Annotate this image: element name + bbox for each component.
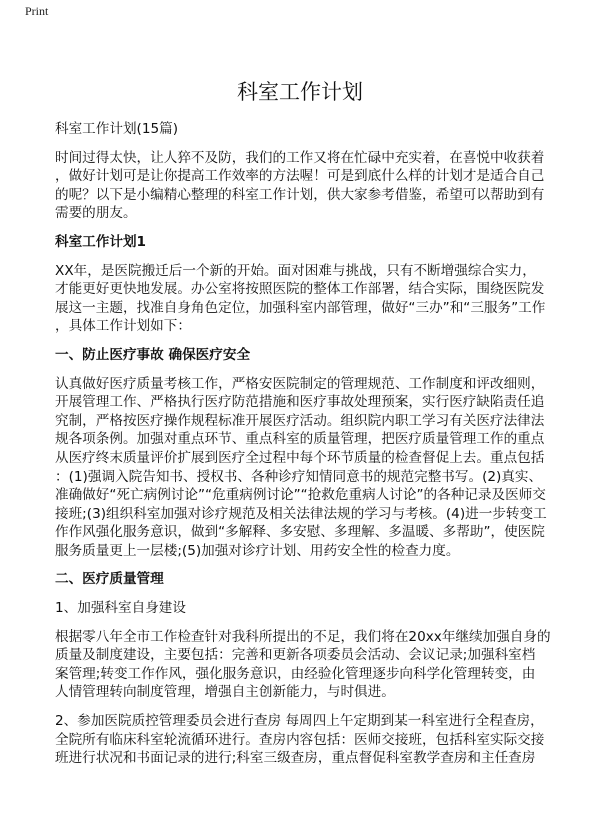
text-line: 认真做好医疗质量考核工作，严格安医院制定的管理规范、工作制度和评改细则， xyxy=(55,375,545,392)
text-line: 质量及制度建设，主要包括：完善和更新各项委员会活动、会议记录;加强科室档 xyxy=(55,647,536,664)
text-line: 人情管理转向制度管理，增强自主创新能力，与时俱进。 xyxy=(55,684,395,701)
text-line: 需要的朋友。 xyxy=(55,205,137,222)
subtitle: 科室工作计划(15篇) xyxy=(55,121,179,137)
text-line: 的呢？以下是小编精心整理的科室工作计划，供大家参考借鉴，希望可以帮助到有 xyxy=(55,186,545,203)
text-line: 才能更好更快地发展。办公室将按照医院的整体工作部署，结合实际，围绕医院发 xyxy=(55,281,545,298)
text-line: 服务质量更上一层楼;(5)加强对诊疗计划、用药安全性的检查力度。 xyxy=(55,542,460,559)
text-line: 案管理;转变工作作风，强化服务意识，由经验化管理逐步向科学化管理转变，由 xyxy=(55,665,536,682)
page-title: 科室工作计划 xyxy=(237,80,363,104)
paragraph-3 xyxy=(55,628,555,702)
section-title: 科室工作计划1 xyxy=(55,233,147,250)
print-link[interactable]: Print xyxy=(25,4,49,18)
text-line: ，具体工作计划如下： xyxy=(55,318,191,335)
text-line: ：(1)强调入院告知书、授权书、各种诊疗知情同意书的规范完整书写。(2)真实、 xyxy=(55,468,543,485)
paragraph-2 xyxy=(55,375,555,561)
subheading-1: 1、加强科室自身建设 xyxy=(55,600,186,617)
text-line: 规各项条例。加强对重点环节、重点科室的质量管理，把医疗质量管理工作的重点 xyxy=(55,431,545,448)
text-line: 根据零八年全市工作检查针对我科所提出的不足，我们将在20xx年继续加强自身的 xyxy=(55,628,551,645)
text-line: 究制，严格按医疗操作规程标准开展医疗活动。组织院内职工学习有关医疗法律法 xyxy=(55,412,545,429)
paragraph-1 xyxy=(55,262,555,336)
heading-2: 二、医疗质量管理 xyxy=(55,571,164,588)
intro-paragraph xyxy=(55,149,555,223)
text-line: 展这一主题，找准自身角色定位，加强科室内部管理，做好“三办”和“三服务”工作 xyxy=(55,299,546,316)
text-line: 开展管理工作、严格执行医疗防范措施和医疗事故处理预案，实行医疗缺陷责任追 xyxy=(55,394,545,411)
text-line: 时间过得太快，让人猝不及防，我们的工作又将在忙碌中充实着，在喜悦中收获着 xyxy=(55,149,545,166)
text-line: 2、参加医院质控管理委员会进行查房 每周四上午定期到某一科室进行全程查房， xyxy=(55,713,544,730)
text-line: 从医疗终末质量评价扩展到医疗全过程中每个环节质量的检查督促上去。重点包括 xyxy=(55,449,545,466)
heading-1: 一、防止医疗事故 确保医疗安全 xyxy=(55,346,251,363)
text-line: XX年，是医院搬迁后一个新的开始。面对困难与挑战，只有不断增强综合实力， xyxy=(55,262,536,279)
text-line: 全院所有临床科室轮流循环进行。查房内容包括：医师交接班，包括科室实际交接 xyxy=(55,731,545,748)
text-line: 班进行状况和书面记录的进行;科室三级查房，重点督促科室教学查房和主任查房 xyxy=(55,750,536,767)
text-line: 作作风强化服务意识，做到“多解释、多安慰、多理解、多温暖、多帮助”，使医院 xyxy=(55,524,545,541)
text-line: ，做好计划可是让你提高工作效率的方法喔！可是到底什么样的计划才是适合自己 xyxy=(55,168,545,185)
text-line: 准确做好“死亡病例讨论”“危重病例讨论”“抢救危重病人讨论”的各种记录及医师交 xyxy=(55,487,546,504)
paragraph-4 xyxy=(55,712,555,768)
text-line: 接班;(3)组织科室加强对诊疗规范及相关法律法规的学习与考核。(4)进一步转变工 xyxy=(55,505,547,522)
